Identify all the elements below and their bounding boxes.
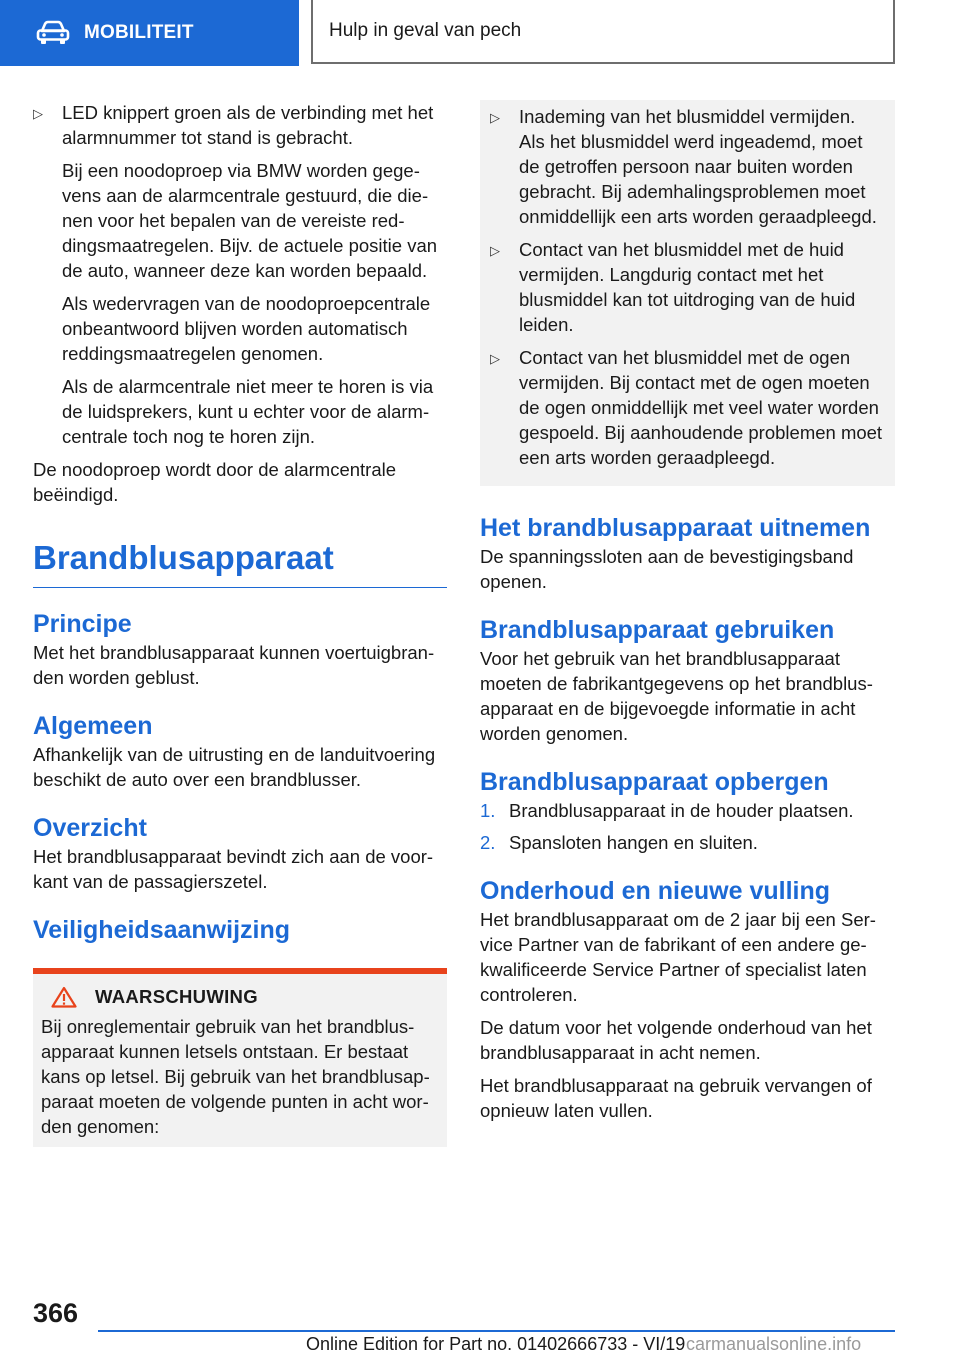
section-heading: Het brandblusapparaat uitnemen xyxy=(480,514,871,542)
warning-triangle-icon xyxy=(51,986,77,1008)
watermark: carmanualsonline.info xyxy=(686,1334,862,1354)
section-heading: Algemeen xyxy=(33,712,153,740)
warning-header xyxy=(41,986,439,1008)
paragraph: De spanningssloten aan de bevestigingsband openen. xyxy=(480,546,854,592)
section-algemeen xyxy=(33,710,447,792)
section-gebruiken xyxy=(480,614,895,746)
bullet-paragraph: LED knippert groen als de verbinding met het alarmnummer tot stand is gebracht. xyxy=(62,102,434,148)
section-heading: Principe xyxy=(33,610,132,638)
warning-box xyxy=(33,968,447,1147)
list-item-text: Inademing van het blusmiddel vermijden. Als het blusmiddel werd ingeademd, moet de getroffen persoon naar buiten worden gebracht. Bij ademhalingsproblemen moet onmiddellijk een arts worden geraadpleegd. xyxy=(519,106,877,227)
list-item xyxy=(33,100,447,457)
section-heading: Onderhoud en nieuwe vulling xyxy=(480,877,831,905)
triangle-right-icon: ▷ xyxy=(490,243,500,258)
section-heading: Brandblusapparaat opbergen xyxy=(480,768,829,796)
section-heading: Brandblusapparaat gebruiken xyxy=(480,616,835,644)
right-column xyxy=(480,100,895,1131)
chapter-title: Hulp in geval van pech xyxy=(311,0,895,64)
step-text: Brandblusapparaat in de houder plaatsen. xyxy=(509,800,854,821)
step-number: 1. xyxy=(480,800,496,821)
triangle-right-icon: ▷ xyxy=(490,110,500,125)
bullet-paragraph: Als de alarmcentrale niet meer te horen is via de luidsprekers, kunt u echter voor de alarmcentrale toch nog te horen zijn. xyxy=(62,376,434,447)
page-header xyxy=(0,0,960,66)
section-overzicht xyxy=(33,812,447,894)
warning-title: WAARSCHUWING xyxy=(95,986,258,1007)
section-tab-mobiliteit[interactable] xyxy=(0,0,299,66)
ordered-list-item xyxy=(480,830,895,855)
triangle-right-icon: ▷ xyxy=(490,351,500,366)
warning-continuation-box xyxy=(480,100,895,486)
paragraph: Afhankelijk van de uitrusting en de landuitvoering beschikt de auto over een brandblusser. xyxy=(33,744,436,790)
triangle-right-icon: ▷ xyxy=(33,106,43,121)
bullet-paragraph: Als wedervragen van de noodoproepcentrale onbeantwoord blijven worden automatisch reddingsmaatregelen genomen. xyxy=(62,293,431,364)
section-label: MOBILITEIT xyxy=(84,22,194,43)
section-onderhoud xyxy=(480,875,895,1123)
page-number: 366 xyxy=(33,1298,79,1328)
paragraph: Voor het gebruik van het brandblusapparaat moeten de fabrikantgegevens op het brandblusapparaat en de bijgevoegde informatie in acht worden genomen. xyxy=(480,648,873,744)
left-column xyxy=(33,100,447,1147)
list-item-text: Contact van het blusmiddel met de huid vermijden. Langdurig contact met het blusmiddel kan tot uitdroging van de huid leiden. xyxy=(519,239,856,335)
paragraph: Het brandblusapparaat na gebruik vervangen of opnieuw laten vullen. xyxy=(480,1075,872,1121)
main-heading: Brandblusapparaat xyxy=(33,535,447,588)
section-opbergen xyxy=(480,766,895,855)
warning-text: Bij onreglementair gebruik van het brandblusapparaat kunnen letsels ontstaan. Er bestaat kans op letsel. Bij gebruik van het brandblusapparaat moeten de volgende punten in acht worden genomen: xyxy=(41,1016,430,1137)
section-heading: Overzicht xyxy=(33,814,147,842)
step-number: 2. xyxy=(480,832,496,853)
bullet-paragraph: Bij een noodoproep via BMW worden gegevens aan de alarmcentrale gestuurd, die dienen voor het bepalen van de vereiste reddingsmaatregelen. Bijv. de actuele positie van de auto, wanneer deze kan worden bepaald. xyxy=(62,160,438,281)
footer-rule xyxy=(98,1330,895,1332)
ordered-list-item xyxy=(480,798,895,823)
paragraph: Met het brandblusapparaat kunnen voertuigbranden worden geblust. xyxy=(33,642,435,688)
section-uitnemen xyxy=(480,512,895,594)
paragraph: Het brandblusapparaat om de 2 jaar bij een Service Partner van de fabrikant of een andere gekwalificeerde Service Partner of specialist laten controleren. xyxy=(480,909,876,1005)
paragraph: De noodoproep wordt door de alarmcentrale beëindigd. xyxy=(33,459,397,505)
step-text: Spansloten hangen en sluiten. xyxy=(509,832,758,853)
section-heading: Veiligheidsaanwijzing xyxy=(33,916,291,944)
paragraph: Het brandblusapparaat bevindt zich aan de voorkant van de passagierszetel. xyxy=(33,846,434,892)
list-item xyxy=(490,237,885,337)
paragraph: De datum voor het volgende onderhoud van het brandblusapparaat in acht nemen. xyxy=(480,1017,872,1063)
car-icon xyxy=(36,20,70,46)
list-item-text: Contact van het blusmiddel met de ogen vermijden. Bij contact met de ogen moeten de ogen onmiddellijk met veel water worden gespoeld. Bij aanhoudende problemen moet een arts worden geraadpleegd. xyxy=(519,347,883,468)
list-item xyxy=(490,345,885,470)
footer-edition: Online Edition for Part no. 01402666733 - VI/19 xyxy=(306,1334,686,1354)
section-veiligheid xyxy=(33,914,447,946)
list-item xyxy=(490,104,885,229)
section-principe xyxy=(33,608,447,690)
